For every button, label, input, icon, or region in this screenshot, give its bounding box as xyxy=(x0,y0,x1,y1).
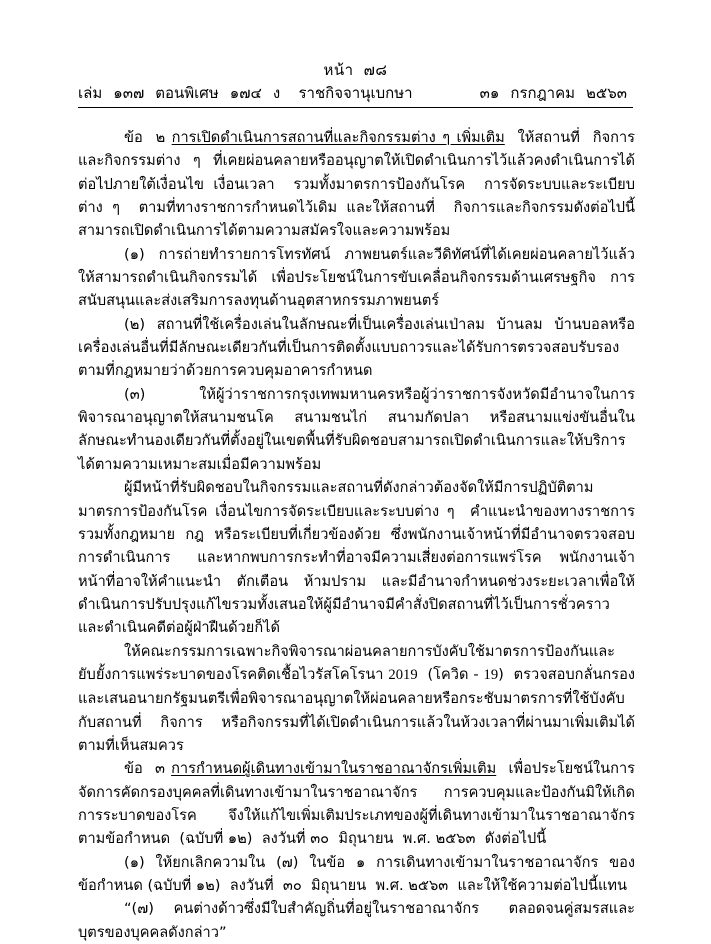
clause-2-heading: การเปิดดำเนินการสถานที่และกิจกรรมต่าง ๆ เพิ่มเติม xyxy=(171,129,505,146)
paragraph-responsible-text: ผู้มีหน้าที่รับผิดชอบในกิจกรรมและสถานที่ดังกล่าวต้องจัดให้มีการปฏิบัติตามมาตรการป้องกันโรค เงื่อนไขการจัดระเบียบและระบบต่าง ๆ คำแนะนำของทางราชการ รวมทั้งกฎหมาย กฎ หรือระเบียบที่เกี่ยวข้องด้วย ซึ่งพนักงานเจ้าหน้าที่มีอำนาจตรวจสอบการดำเนินการ และหากพบการกระทำที่อาจมีความเสี่ยงต่อการแพร่โรค พนักงานเจ้าหน้าที่อาจให้คำแนะนำ ตักเตือน ห้ามปราม และมีอำนาจกำหนดช่วงระยะเวลาเพื่อให้ดำเนินการปรับปรุงแก้ไขรวมทั้งเสนอให้ผู้มีอำนาจมีคำสั่งปิดสถานที่ไว้เป็นการชั่วคราวและดำเนินคดีต่อผู้ฝ่าฝืนด้วยก็ได้ xyxy=(78,479,645,637)
section-letter: ง xyxy=(272,84,281,102)
volume-section-group xyxy=(78,82,292,104)
date-month: กรกฎาคม xyxy=(510,84,575,102)
masthead-row xyxy=(78,82,633,104)
quoted-clause-7 xyxy=(78,897,635,944)
clause-3-marker: ข้อ ๓ xyxy=(124,760,165,778)
covid-number: 19 xyxy=(483,666,499,683)
clause-3 xyxy=(78,757,635,850)
page-number: ๗๘ xyxy=(363,61,388,79)
item-3-marker: (๓) xyxy=(124,385,146,403)
clause-2-text: ให้สถานที่ กิจการและกิจกรรมต่าง ๆ ที่เคยผ่อนคลายหรืออนุญาตให้เปิดดำเนินการไว้แล้วคงดำเนินการได้ต่อไปภายใต้เงื่อนไข เงื่อนเวลา รวมทั้งมาตรการป้องกันโรค การจัดระบบและระเบียบต่าง ๆ ตามที่ทางราชการกำหนดไว้เดิม และให้สถานที่ กิจการและกิจกรรมดังต่อไปนี้ สามารถเปิดดำเนินการได้ตามความสมัครใจและความพร้อม xyxy=(78,129,645,240)
item-2-marker: (๒) xyxy=(124,315,146,333)
gazette-title: ราชกิจจานุเบกษา xyxy=(298,84,413,102)
clause-2 xyxy=(78,126,645,243)
paragraph-responsible-person xyxy=(78,476,645,639)
volume-number: ๑๓๗ xyxy=(113,84,145,102)
volume-label: เล่ม xyxy=(78,84,103,102)
document-body xyxy=(78,126,645,944)
date-year: ๒๕๖๓ xyxy=(586,84,628,102)
clause-3-item-1-marker: (๑) xyxy=(124,853,145,871)
item-2-text: สถานที่ใช้เครื่องเล่นในลักษณะที่เป็นเครื่องเล่นเป่าลม บ้านลม บ้านบอลหรือเครื่องเล่นอื่นที่มีลักษณะเดียวกันที่เป็นการติดตั้งแบบถาวรและได้รับการตรวจสอบรับรองตามที่กฎหมายว่าด้วยการควบคุมอาคารกำหนด xyxy=(78,315,635,380)
page-indicator xyxy=(78,60,633,80)
section-number: ๑๗๔ xyxy=(229,84,262,102)
masthead-divider xyxy=(78,107,633,108)
paragraph-special-committee xyxy=(78,640,635,758)
committee-text-before: ให้คณะกรรมการเฉพาะกิจพิจารณาผ่อนคลายการบังคับใช้มาตรการป้องกันและยับยั้งการแพร่ระบาดของโรคติดเชื้อไวรัสโคโรนา xyxy=(78,642,616,683)
publication-date xyxy=(413,82,633,104)
item-1-text: การถ่ายทำรายการโทรทัศน์ ภาพยนตร์และวีดิทัศน์ที่ได้เคยผ่อนคลายไว้แล้ว ให้สามารถดำเนินกิจกรรมได้ เพื่อประโยชน์ในการขับเคลื่อนกิจกรรมด้านเศรษฐกิจ การสนับสนุนและส่งเสริมการลงทุนด้านอุตสาหกรรมภาพยนตร์ xyxy=(78,245,645,310)
clause-2-item-2 xyxy=(78,313,635,383)
item-1-marker: (๑) xyxy=(124,245,145,263)
page-label: หน้า xyxy=(323,61,354,79)
date-day: ๓๑ xyxy=(479,84,500,102)
masthead xyxy=(78,60,633,108)
section-label: ตอนพิเศษ xyxy=(155,84,219,102)
clause-2-item-1 xyxy=(78,243,645,313)
committee-text-after: ) ตรวจสอบกลั่นกรองและเสนอนายกรัฐมนตรีเพื่อพิจารณาอนุญาตให้ผ่อนคลายหรือกระชับมาตรการที่ใช้บังคับกับสถานที่ กิจการ หรือกิจกรรมที่ได้เปิดดำเนินการแล้วในห้วงเวลาที่ผ่านมาเพิ่มเติมได้ตามที่เห็นสมควร xyxy=(78,665,636,754)
clause-3-text: เพื่อประโยชน์ในการจัดการคัดกรองบุคคลที่เดินทางเข้ามาในราชอาณาจักร การควบคุมและป้องกันมิให้เกิดการระบาดของโรค จึงให้แก้ไขเพิ่มเติมประเภทของผู้ที่เดินทางเข้ามาในราชอาณาจักรตามข้อกำหนด (ฉบับที่ ๑๒) ลงวันที่ ๓๐ มิถุนายน พ.ศ. ๒๕๖๓ ดังต่อไปนี้ xyxy=(78,760,636,848)
item-3-text: ให้ผู้ว่าราชการกรุงเทพมหานครหรือผู้ว่าราชการจังหวัดมีอำนาจในการพิจารณาอนุญาตให้สนามชนโค สนามชนไก่ สนามกัดปลา หรือสนามแข่งขันอื่นในลักษณะทำนองเดียวกันที่ตั้งอยู่ในเขตพื้นที่รับผิดชอบสามารถเปิดดำเนินการและให้บริการได้ตามความเหมาะสมเมื่อมีความพร้อม xyxy=(78,385,635,473)
covid-year: 2019 xyxy=(388,666,418,683)
quoted-clause-7-text: “(๗) คนต่างด้าวซึ่งมีใบสำคัญถิ่นที่อยู่ในราชอาณาจักร ตลอดจนคู่สมรสและบุตรของบุคคลดังกล่าว” xyxy=(78,900,635,941)
clause-3-item-1-text: ให้ยกเลิกความใน (๗) ในข้อ ๑ การเดินทางเข้ามาในราชอาณาจักร ของข้อกำหนด (ฉบับที่ ๑๒) ลงวันที่ ๓๐ มิถุนายน พ.ศ. ๒๕๖๓ และให้ใช้ความต่อไปนี้แทน xyxy=(78,853,635,894)
clause-2-marker: ข้อ ๒ xyxy=(124,129,166,146)
clause-3-item-1 xyxy=(78,851,635,898)
clause-3-heading: การกำหนดผู้เดินทางเข้ามาในราชอาณาจักรเพิ่มเติม xyxy=(171,760,497,778)
clause-2-item-3 xyxy=(78,383,635,476)
committee-text-mid: (โควิด - xyxy=(417,665,484,683)
